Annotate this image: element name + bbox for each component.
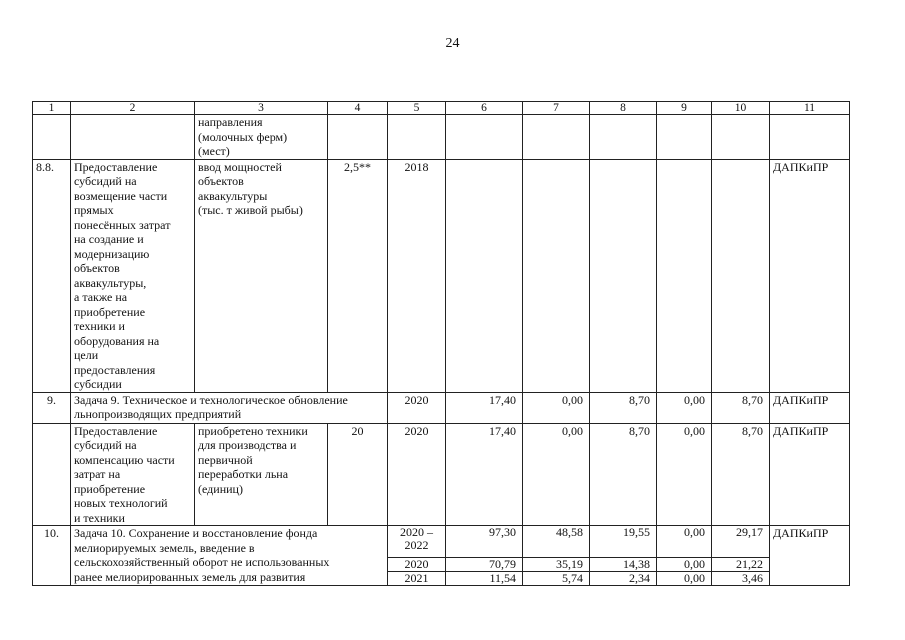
amount-cell: 35,19: [523, 557, 589, 571]
amount-cell: 8,70: [590, 423, 657, 526]
amount-subcells: [657, 526, 712, 586]
amount-cell: 0,00: [657, 571, 711, 585]
amount-subcells: [523, 526, 590, 586]
amount-cell: 29,17: [736, 526, 763, 539]
amount-subcells: [590, 526, 657, 586]
header-cell: 6: [446, 102, 523, 115]
amount-cell: 48,58: [556, 526, 583, 539]
executor-cell: ДАПКиПР: [770, 392, 850, 423]
amount-cell: 5,74: [523, 571, 589, 585]
amount-cell: 2,34: [590, 571, 656, 585]
amount-cell: 14,38: [590, 557, 656, 571]
header-cell: 9: [657, 102, 712, 115]
year-cell: 2020: [388, 557, 445, 571]
amount-cell: 19,55: [623, 526, 650, 539]
table-row: [33, 423, 850, 526]
amount-cell: 3,46: [712, 571, 769, 585]
table-row: [33, 392, 850, 423]
amount-subcells: [712, 526, 770, 586]
header-cell: 1: [33, 102, 71, 115]
column-numbers-row: [33, 102, 850, 115]
header-cell: 7: [523, 102, 590, 115]
row-number: 10.: [33, 526, 71, 586]
amount-cell: 97,30: [489, 526, 516, 539]
measure-name: Предоставление субсидий на возмещение части прямых понесённых затрат на создание и модернизацию объектов аквакультуры, а также на приобретение техники и оборудования на цели предоставления субсидии: [71, 159, 195, 392]
indicator-value: 2,5**: [328, 159, 388, 392]
header-cell: 11: [770, 102, 850, 115]
amount-cell: 8,70: [712, 423, 770, 526]
year-subcells: [388, 526, 446, 586]
header-cell: 2: [71, 102, 195, 115]
amount-cell: 21,22: [712, 557, 769, 571]
amount-cell: 17,40: [446, 423, 523, 526]
header-cell: 5: [388, 102, 446, 115]
row-number: 8.8.: [33, 159, 71, 392]
amount-cell: 0,00: [684, 526, 705, 539]
header-cell: 4: [328, 102, 388, 115]
amount-cell: 0,00: [657, 557, 711, 571]
year-cell: 2020: [388, 392, 446, 423]
year-cell: 2020: [388, 423, 446, 526]
year-cell: 2018: [388, 159, 446, 392]
amount-cell: 8,70: [712, 392, 770, 423]
measure-name: Предоставление субсидий на компенсацию части затрат на приобретение новых технологий и техники: [71, 423, 195, 526]
year-cell: 2021: [388, 571, 445, 585]
table-row: [33, 115, 850, 160]
amount-cell: 0,00: [523, 392, 590, 423]
amount-cell: 8,70: [590, 392, 657, 423]
table-row: [33, 159, 850, 392]
task-title: Задача 9. Техническое и технологическое обновление льнопроизводящих предприятий: [71, 392, 388, 423]
amount-subcells: [446, 526, 523, 586]
indicator-cell: ввод мощностей объектов аквакультуры (тыс. т живой рыбы): [195, 159, 328, 392]
indicator-cell: направления (молочных ферм) (мест): [195, 115, 328, 160]
executor-cell: ДАПКиПР: [770, 526, 850, 586]
amount-cell: 11,54: [446, 571, 522, 585]
executor-cell: ДАПКиПР: [770, 423, 850, 526]
task-title: Задача 10. Сохранение и восстановление фонда мелиорируемых земель, введение в сельскохозяйственный оборот не использованных ранее мелиорированных земель для развития: [71, 526, 388, 586]
indicator-value: 20: [328, 423, 388, 526]
year-cell: 2020 – 2022: [400, 526, 433, 552]
header-cell: 10: [712, 102, 770, 115]
amount-cell: 0,00: [657, 423, 712, 526]
table-row: [33, 526, 850, 586]
amount-cell: 70,79: [446, 557, 522, 571]
row-number: 9.: [33, 392, 71, 423]
executor-cell: ДАПКиПР: [770, 159, 850, 392]
page-number: 24: [445, 36, 460, 51]
header-cell: 3: [195, 102, 328, 115]
indicator-cell: приобретено техники для производства и первичной переработки льна (единиц): [195, 423, 328, 526]
amount-cell: 17,40: [446, 392, 523, 423]
header-cell: 8: [590, 102, 657, 115]
program-table: [32, 101, 850, 586]
amount-cell: 0,00: [657, 392, 712, 423]
amount-cell: 0,00: [523, 423, 590, 526]
